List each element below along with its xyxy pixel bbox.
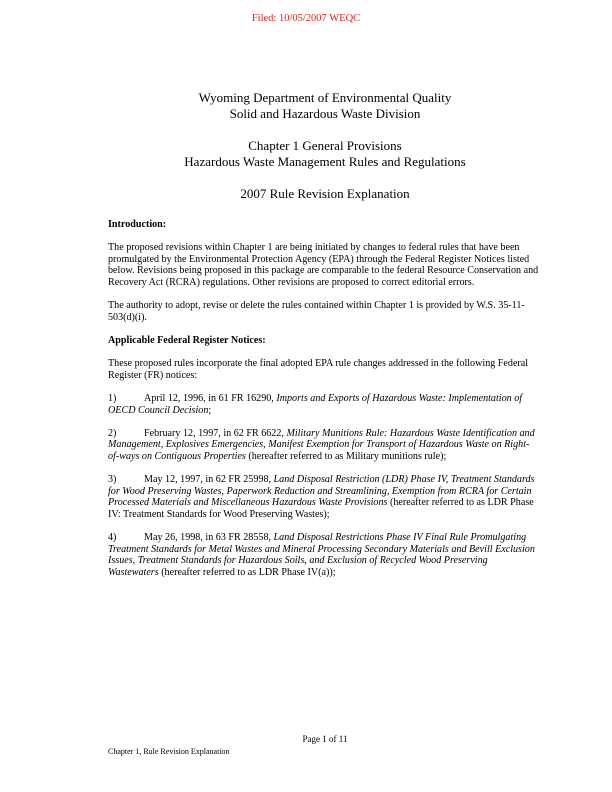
division-name: Solid and Hazardous Waste Division [229, 106, 421, 121]
notices-heading: Applicable Federal Register Notices: [108, 334, 266, 346]
document-title-block [0, 90, 612, 202]
notice-number: 1) [108, 392, 117, 404]
rules-title: Hazardous Waste Management Rules and Regulations [184, 154, 466, 169]
notice-title: Military Munitions Rule: Hazardous Waste Identification and Management, Explosives Emergencies, Manifest Exemption for Transport of Hazardous Waste on Right-of-ways on Contiguous Properties [108, 427, 535, 462]
authority-paragraph: The authority to adopt, revise or delete the rules contained within Chapter 1 is provided by W.S. 35-11-503(d)(i). [108, 300, 525, 323]
notices-intro-paragraph: These proposed rules incorporate the final adopted EPA rule changes addressed in the following Federal Register (FR) notices: [108, 358, 529, 381]
revision-title: 2007 Rule Revision Explanation [240, 186, 410, 201]
notice-tail: ; [208, 404, 212, 416]
notice-item [108, 532, 540, 578]
chapter-title: Chapter 1 General Provisions [248, 138, 402, 153]
agency-name: Wyoming Department of Environmental Quality [198, 90, 452, 105]
notice-title: Land Disposal Restrictions Phase IV Final Rule Promulgating Treatment Standards for Metal Wastes and Mineral Processing Secondary Materials and Bevill Exclusion Issues, Treatment Standards for Hazardous Soils, and Exclusion of Recycled Wood Preserving Wastewaters [108, 532, 535, 578]
notice-item [108, 393, 540, 416]
notice-title: Imports and Exports of Hazardous Waste: Implementation of OECD Council Decision [108, 392, 523, 416]
notice-tail: (hereafter referred to as LDR Phase IV: Treatment Standards for Wood Preserving Wastes); [108, 497, 534, 520]
notice-lead: May 26, 1998, in 63 FR 28558, [144, 532, 274, 544]
notice-item [108, 428, 540, 463]
notice-number: 2) [108, 427, 117, 439]
notice-lead: May 12, 1997, in 62 FR 25998, [144, 474, 274, 486]
notice-number: 4) [108, 532, 117, 544]
notice-item [108, 474, 540, 520]
notice-lead: February 12, 1997, in 62 FR 6622, [144, 427, 287, 439]
notice-number: 3) [108, 474, 117, 486]
document-body [108, 219, 540, 590]
introduction-paragraph: The proposed revisions within Chapter 1 are being initiated by changes to federal rules that have been promulgated by the Environmental Protection Agency (EPA) through the Federal Register Notices listed below. Revisions being proposed in this package are comparable to the federal Resource Conservation and Recovery Act (RCRA) regulations. Other revisions are proposed to correct editorial errors. [108, 242, 539, 288]
notice-tail: (hereafter referred to as Military munitions rule); [245, 450, 447, 462]
notice-title: Land Disposal Restriction (LDR) Phase IV, Treatment Standards for Wood Preserving Wastes, Paperwork Reduction and Streamlining, Exemption from RCRA for Certain Processed Materials and Miscellaneous Hazardous Waste Provisions [108, 474, 535, 509]
notice-tail: (hereafter referred to as LDR Phase IV(a)); [158, 566, 336, 578]
notice-lead: April 12, 1996, in 61 FR 16290, [144, 392, 277, 404]
introduction-heading: Introduction: [108, 219, 167, 230]
footer-label: Chapter 1, Rule Revision Explanation [108, 747, 230, 756]
filed-stamp: Filed: 10/05/2007 WEQC [251, 13, 361, 24]
page-number: Page 1 of 11 [302, 734, 348, 744]
